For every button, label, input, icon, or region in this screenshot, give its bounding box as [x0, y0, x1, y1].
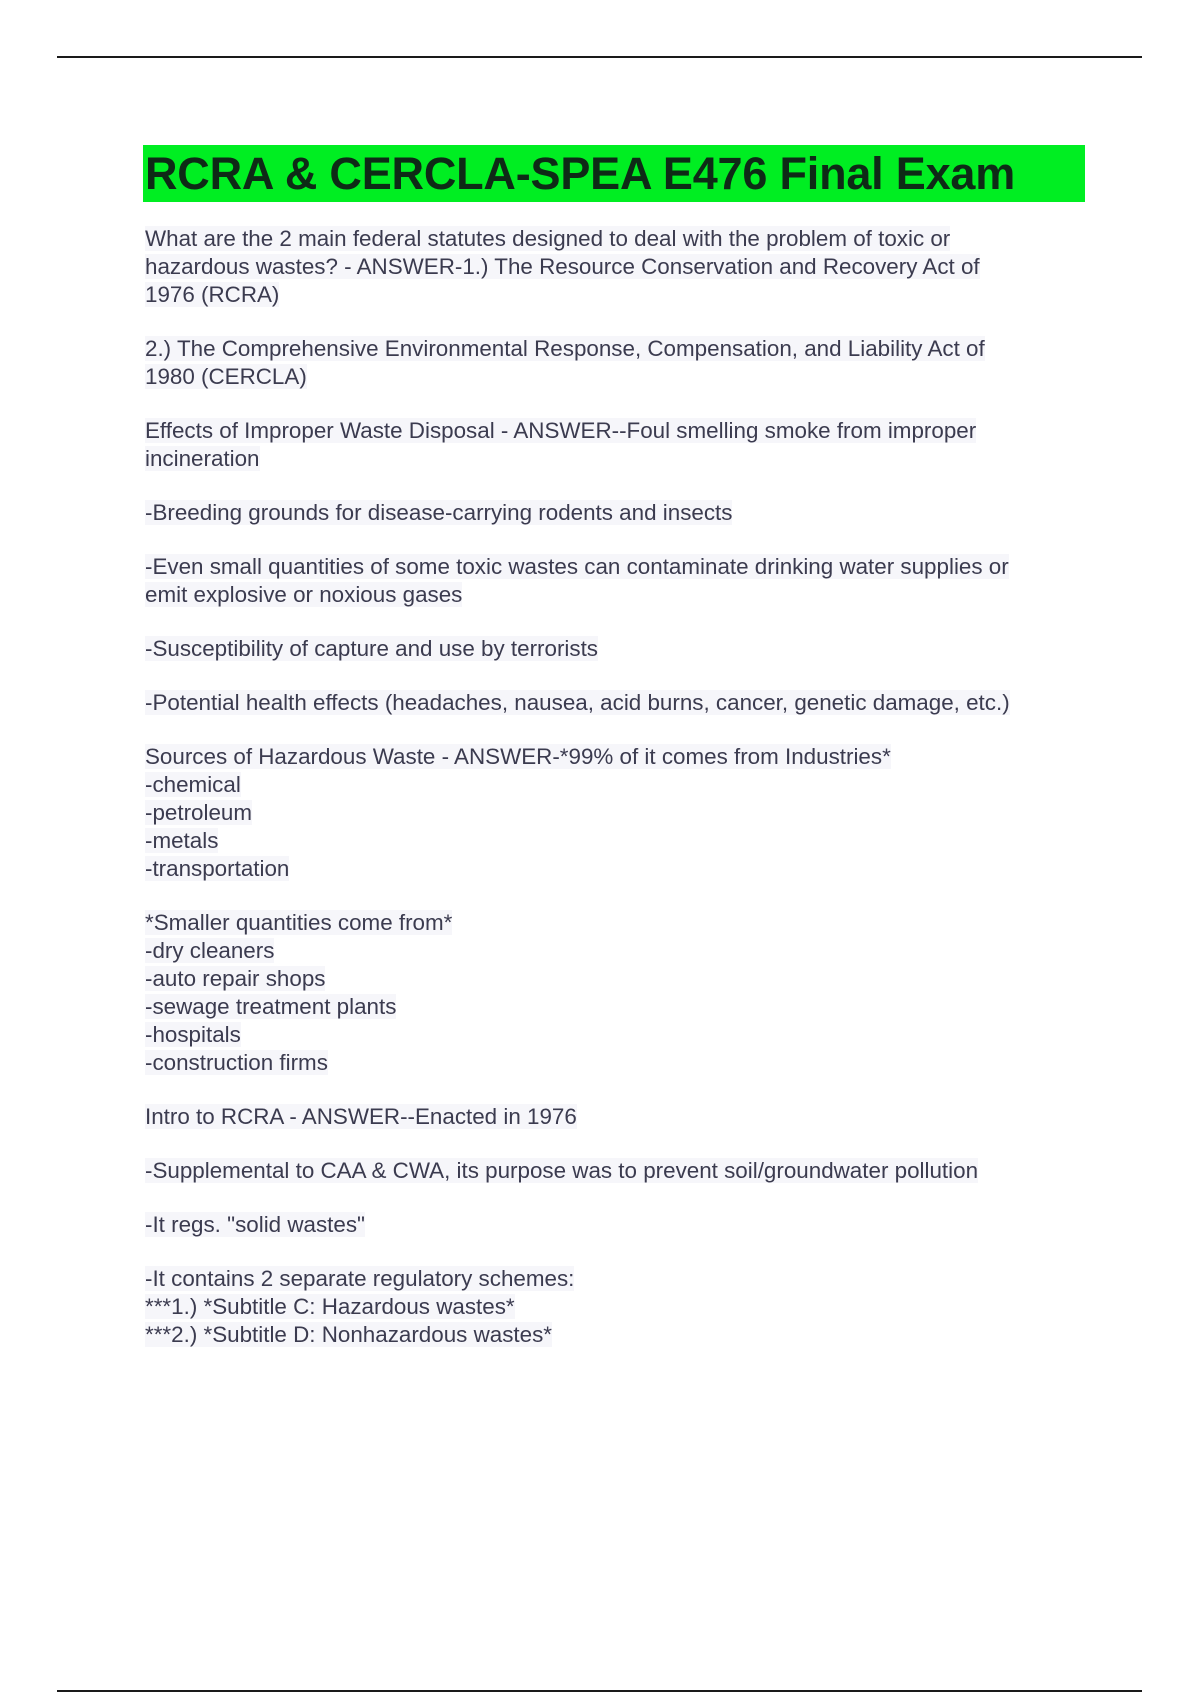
text-line: -hospitals — [145, 1022, 241, 1047]
text-line: -transportation — [145, 856, 290, 881]
text-line: -sewage treatment plants — [145, 994, 397, 1019]
text-line: -petroleum — [145, 800, 253, 825]
text-line: incineration — [145, 446, 260, 471]
top-rule — [57, 56, 1142, 58]
paragraph-1 — [145, 225, 1095, 309]
text-line: -Breeding grounds for disease-carrying rodents and insects — [145, 500, 733, 525]
paragraph-10 — [145, 1103, 1095, 1131]
text-line: -It regs. "solid wastes" — [145, 1212, 365, 1237]
text-line: 1980 (CERCLA) — [145, 364, 307, 389]
text-line: What are the 2 main federal statutes designed to deal with the problem of toxic or — [145, 226, 951, 251]
text-line: -metals — [145, 828, 219, 853]
text-line: -Supplemental to CAA & CWA, its purpose was to prevent soil/groundwater pollution — [145, 1158, 979, 1183]
text-line: -construction firms — [145, 1050, 328, 1075]
text-line: Intro to RCRA - ANSWER--Enacted in 1976 — [145, 1104, 577, 1129]
text-line: 2.) The Comprehensive Environmental Response, Compensation, and Liability Act of — [145, 336, 985, 361]
text-line: 1976 (RCRA) — [145, 282, 280, 307]
text-line: -dry cleaners — [145, 938, 275, 963]
text-line: hazardous wastes? - ANSWER-1.) The Resource Conservation and Recovery Act of — [145, 254, 980, 279]
paragraph-5 — [145, 553, 1095, 609]
text-line: -auto repair shops — [145, 966, 326, 991]
paragraph-4 — [145, 499, 1095, 527]
text-line: -chemical — [145, 772, 241, 797]
paragraph-6 — [145, 635, 1095, 663]
paragraph-8 — [145, 743, 1095, 883]
text-line: -It contains 2 separate regulatory schemes: — [145, 1266, 575, 1291]
paragraph-2 — [145, 335, 1095, 391]
text-line: Sources of Hazardous Waste - ANSWER-*99% of it comes from Industries* — [145, 744, 891, 769]
text-line: -Potential health effects (headaches, nausea, acid burns, cancer, genetic damage, etc.) — [145, 690, 1010, 715]
text-line: ***1.) *Subtitle C: Hazardous wastes* — [145, 1294, 515, 1319]
text-line: -Susceptibility of capture and use by terrorists — [145, 636, 598, 661]
paragraph-9 — [145, 909, 1095, 1077]
text-line: Effects of Improper Waste Disposal - ANSWER--Foul smelling smoke from improper — [145, 418, 977, 443]
text-line: *Smaller quantities come from* — [145, 910, 453, 935]
paragraph-12 — [145, 1211, 1095, 1239]
paragraph-3 — [145, 417, 1095, 473]
paragraph-11 — [145, 1157, 1095, 1185]
bottom-rule — [57, 1690, 1142, 1692]
text-line: ***2.) *Subtitle D: Nonhazardous wastes* — [145, 1322, 552, 1347]
text-line: emit explosive or noxious gases — [145, 582, 463, 607]
document-body — [145, 145, 1095, 1375]
text-line: -Even small quantities of some toxic wastes can contaminate drinking water supplies or — [145, 554, 1009, 579]
document-title: RCRA & CERCLA-SPEA E476 Final Exam — [143, 145, 1085, 202]
paragraph-13 — [145, 1265, 1095, 1349]
paragraph-7 — [145, 689, 1095, 717]
